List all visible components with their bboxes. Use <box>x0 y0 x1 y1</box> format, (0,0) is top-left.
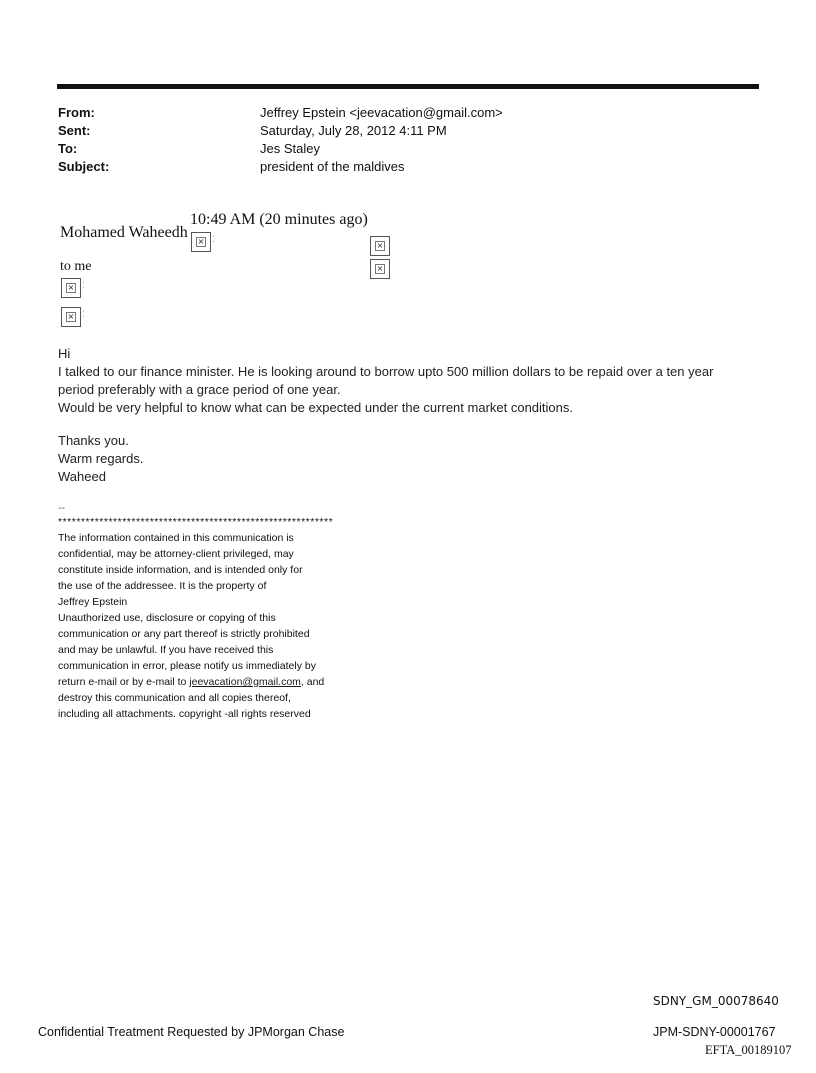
to-value: Jes Staley <box>260 141 320 156</box>
forward-time: 10:49 AM (20 minutes ago) <box>190 211 368 228</box>
disclaimer-line: including all attachments. copyright -all rights reserved <box>58 708 311 720</box>
broken-image-icon: × ⁚ <box>61 278 81 298</box>
disclaimer-line: Jeffrey Epstein <box>58 596 128 608</box>
broken-image-icon: × ⁚ <box>191 232 211 252</box>
message-line: Would be very helpful to know what can be expected under the current market conditions. <box>58 400 573 415</box>
broken-image-glyph: × <box>376 241 384 250</box>
message-greeting: Hi <box>58 346 71 361</box>
forward-sender-name: Mohamed Waheedh <box>60 224 188 241</box>
broken-image-glyph: × <box>376 264 384 273</box>
message-closing: Warm regards. <box>58 451 144 466</box>
sent-value: Saturday, July 28, 2012 4:11 PM <box>260 123 447 138</box>
disclaimer-line: constitute inside information, and is intended only for <box>58 564 303 576</box>
message-closing: Thanks you. <box>58 433 129 448</box>
disclaimer-line: the use of the addressee. It is the property of <box>58 580 267 592</box>
from-value: Jeffrey Epstein <jeevacation@gmail.com> <box>260 105 503 120</box>
sent-label: Sent: <box>58 123 91 138</box>
subject-label: Subject: <box>58 159 110 174</box>
bates-sdny: SDNY_GM_00078640 <box>653 994 779 1008</box>
message-signature: Waheed <box>58 469 106 484</box>
broken-image-icon <box>370 236 390 256</box>
disclaimer-return-line <box>58 674 324 690</box>
message-line: period preferably with a grace period of one year. <box>58 382 341 397</box>
broken-image-icon: × ⁚ <box>61 307 81 327</box>
disclaimer-dashes: -- <box>58 502 65 514</box>
broken-image-glyph: × <box>67 283 75 292</box>
disclaimer-stars: ************************************************************ <box>58 516 334 528</box>
from-label: From: <box>58 105 95 120</box>
forward-to-me: to me <box>60 259 92 274</box>
disclaimer-line: destroy this communication and all copies thereof, <box>58 692 291 704</box>
broken-image-icon <box>370 259 390 279</box>
disclaimer-return-post: , and <box>300 676 325 688</box>
to-label: To: <box>58 141 78 156</box>
header-rule <box>57 84 759 89</box>
disclaimer-line: communication or any part thereof is strictly prohibited <box>58 628 310 640</box>
efta-number: EFTA_00189107 <box>705 1043 792 1057</box>
subject-value: president of the maldives <box>260 159 405 174</box>
disclaimer-line: The information contained in this communication is <box>58 532 294 544</box>
disclaimer-line: and may be unlawful. If you have received this <box>58 644 274 656</box>
disclaimer-line: communication in error, please notify us immediately by <box>58 660 316 672</box>
email-link[interactable]: jeevacation@gmail.com <box>189 676 301 688</box>
disclaimer-return-pre: return e-mail or by e-mail to <box>58 676 190 688</box>
broken-image-glyph: × <box>197 237 205 246</box>
message-line: I talked to our finance minister. He is looking around to borrow upto 500 million dollars to be repaid over a ten year <box>58 364 714 379</box>
disclaimer-line: Unauthorized use, disclosure or copying of this <box>58 612 276 624</box>
bates-jpm: JPM-SDNY-00001767 <box>653 1025 776 1039</box>
confidential-notice: Confidential Treatment Requested by JPMorgan Chase <box>38 1025 345 1039</box>
broken-image-glyph: × <box>67 312 75 321</box>
disclaimer-line: confidential, may be attorney-client privileged, may <box>58 548 294 560</box>
